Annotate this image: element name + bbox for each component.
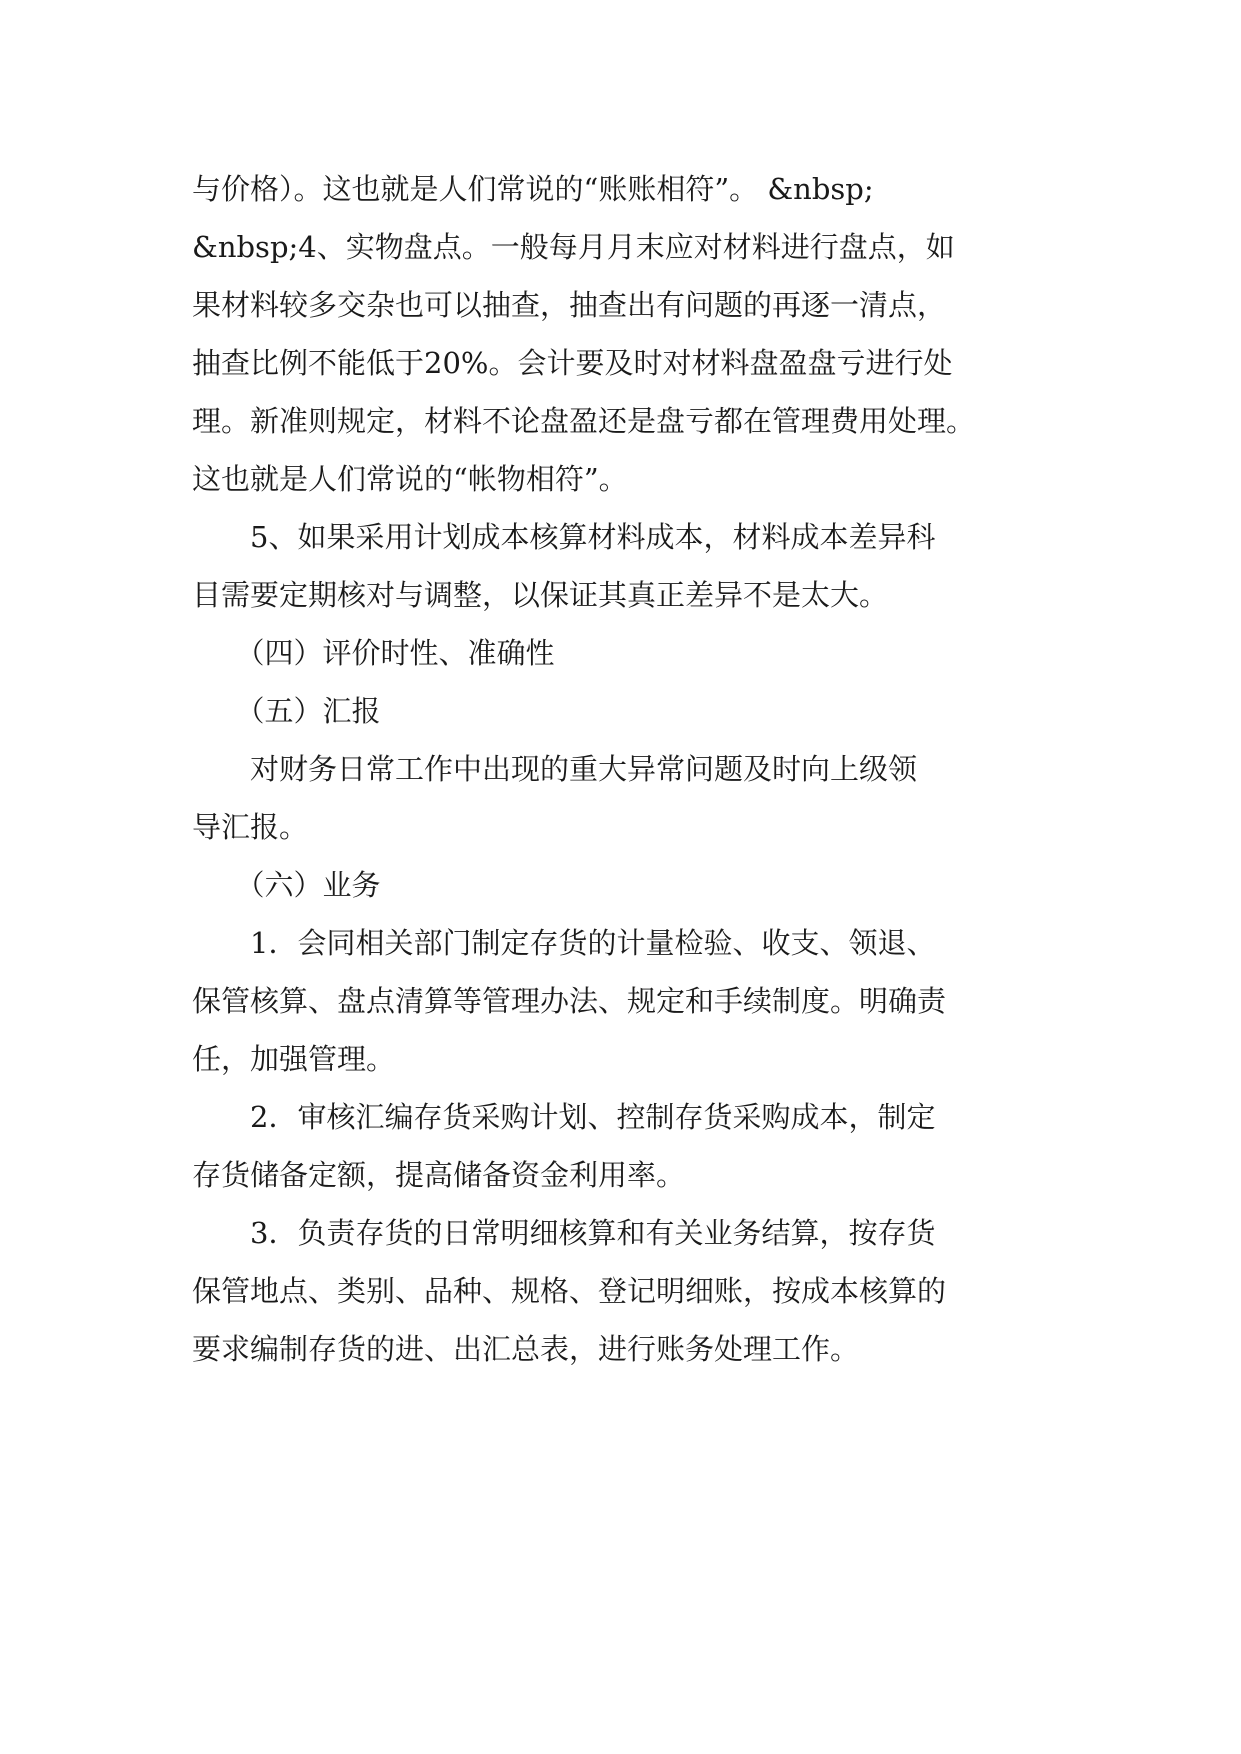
- text-line: 抽查比例不能低于20%。会计要及时对材料盘盈盘亏进行处: [192, 346, 953, 380]
- text-line: 5、如果采用计划成本核算材料成本，材料成本差异科: [192, 520, 936, 554]
- text-line: 保管核算、盘点清算等管理办法、规定和手续制度。明确责: [192, 984, 947, 1018]
- text-line: 3．负责存货的日常明细核算和有关业务结算，按存货: [192, 1216, 936, 1250]
- text-line: 目需要定期核对与调整，以保证其真正差异不是太大。: [192, 578, 889, 612]
- text-line: （六）业务: [192, 868, 381, 902]
- text-line: 与价格）。这也就是人们常说的“账账相符”。 &nbsp;: [192, 172, 874, 206]
- text-line: 任，加强管理。: [192, 1042, 396, 1076]
- text-line: 保管地点、类别、品种、规格、登记明细账，按成本核算的: [192, 1274, 947, 1308]
- text-line: 要求编制存货的进、出汇总表，进行账务处理工作。: [192, 1332, 860, 1366]
- text-line: 导汇报。: [192, 810, 309, 844]
- text-line: 理。新准则规定，材料不论盘盈还是盘亏都在管理费用处理。: [192, 404, 976, 438]
- body-text: [192, 160, 1052, 1378]
- text-line: 果材料较多交杂也可以抽查，抽查出有问题的再逐一清点，: [192, 288, 947, 322]
- text-line: &nbsp;4、实物盘点。一般每月月末应对材料进行盘点，如: [192, 230, 955, 264]
- text-line: （五）汇报: [192, 694, 381, 728]
- text-line: 存货储备定额，提高储备资金利用率。: [192, 1158, 686, 1192]
- text-line: 这也就是人们常说的“帐物相符”。: [192, 462, 628, 496]
- text-line: 2．审核汇编存货采购计划、控制存货采购成本，制定: [192, 1100, 936, 1134]
- text-line: （四）评价时性、准确性: [192, 636, 555, 670]
- text-line: 对财务日常工作中出现的重大异常问题及时向上级领: [192, 752, 918, 786]
- text-line: 1．会同相关部门制定存货的计量检验、收支、领退、: [192, 926, 936, 960]
